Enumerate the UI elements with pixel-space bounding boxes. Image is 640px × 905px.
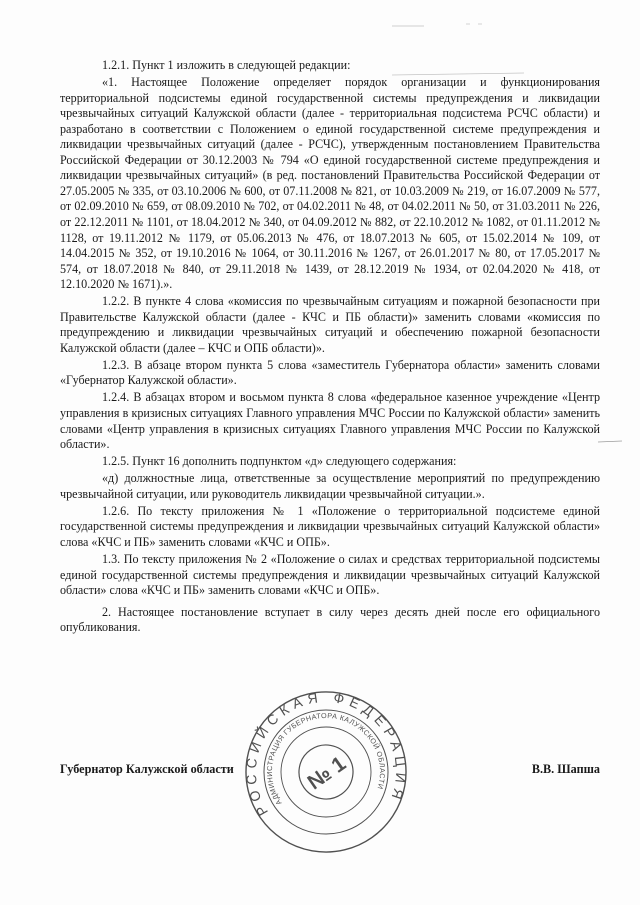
official-seal [244,690,408,854]
seal-stamp-icon [244,690,408,854]
paragraph-2: 2. Настоящее постановление вступает в силу через десять дней после его официального опубликования. [60,604,600,635]
paragraph-1-2-4: 1.2.4. В абзацах втором и восьмом пункта 8 слова «федеральное казенное учреждение «Центр управления в кризисных ситуациях Главного управления МЧС России по Калужской области» заменить словами «Центр управления в кризисных ситуациях Главного управления МЧС России по Калужской области». [60,390,600,452]
seal-center-text: № 1 [303,752,351,795]
paragraph-1-2-6: 1.2.6. По тексту приложения № 1 «Положение о территориальной подсистеме единой государственной системы предупреждения и ликвидации чрезвычайных ситуаций Калужской области» слова «КЧС и ПБ» заменить словами «КЧС и ОПБ». [60,503,600,549]
paragraph-1-2-3: 1.2.3. В абзаце втором пункта 5 слова «заместитель Губернатора области» заменить словами «Губернатор Калужской области». [60,357,600,388]
paragraph-1-2-5: 1.2.5. Пункт 16 дополнить подпунктом «д» следующего содержания: [102,454,457,469]
seal-outer-text: РОССИЙСКАЯ ФЕДЕРАЦИЯ [242,688,410,819]
paragraph-1-3: 1.3. По тексту приложения № 2 «Положение о силах и средствах территориальной подсистемы единой государственной системы предупреждения и ликвидации чрезвычайных ситуаций Калужской области» слова «КЧС и ПБ» заменить словами «КЧС и ОПБ». [60,551,600,598]
document-body [60,58,600,637]
signatory-name: В.В. Шапша [531,762,600,776]
paragraph-1-2-2: 1.2.2. В пункте 4 слова «комиссия по чрезвычайным ситуациям и пожарной безопасности при Правительстве Калужской области (далее - КЧС и ПБ области)» заменить словами «комиссия по предупреждению и ликвидации чрезвычайных ситуаций и обеспечению пожарной безопасности Калужской области (далее – КЧС и ОПБ области)». [60,294,600,355]
seal-inner-text: АДМИНИСТРАЦИЯ ГУБЕРНАТОРА КАЛУЖСКОЙ ОБЛАСТИ [264,710,388,807]
paragraph-point-1-text: «1. Настоящее Положение определяет порядок организации и функционирования территориальной подсистемы единой государственной системы предупреждения и ликвидации чрезвычайных ситуаций Калужской области (далее - территориальная подсистема РСЧС области) и разработано в соответствии с Положением о единой государственной системе предупреждения и ликвидации чрезвычайных ситуаций (далее - РСЧС), утвержденным постановлением Правительства Российской Федерации от 30.12.2003 № 794 «О единой государственной системе предупреждения и ликвидации чрезвычайных ситуаций» (в ред. постановлений Правительства Российской Федерации от 27.05.2005 № 335, от 03.10.2006 № 600, от 07.11.2008 № 821, от 10.03.2009 № 219, от 16.07.2009 № 577, от 02.09.2010 № 659, от 08.09.2010 № 702, от 04.02.2011 № 48, от 04.02.2011 № 50, от 31.03.2011 № 226, от 22.12.2011 № 1101, от 18.04.2012 № 340, от 04.09.2012 № 882, от 22.10.2012 № 1082, от 01.11.2012 № 1128, от 19.11.2012 № 1179, от 05.06.2013 № 476, от 18.07.2013 № 605, от 15.02.2014 № 109, от 14.04.2015 № 352, от 19.10.2016 № 1064, от 30.11.2016 № 1267, от 26.01.2017 № 80, от 17.05.2017 № 574, от 18.07.2018 № 840, от 29.11.2018 № 1439, от 28.12.2019 № 1934, от 02.04.2020 № 418, от 12.10.2020 № 1671).». [60,75,600,292]
signatory-position: Губернатор Калужской области [60,762,234,776]
paragraph-subpoint-d: «д) должностные лица, ответственные за осуществление мероприятий по предупреждению чрезвычайной ситуации, или руководитель ликвидации чрезвычайной ситуации.». [60,471,600,501]
paragraph-1-2-1: 1.2.1. Пункт 1 изложить в следующей редакции: [102,58,351,72]
